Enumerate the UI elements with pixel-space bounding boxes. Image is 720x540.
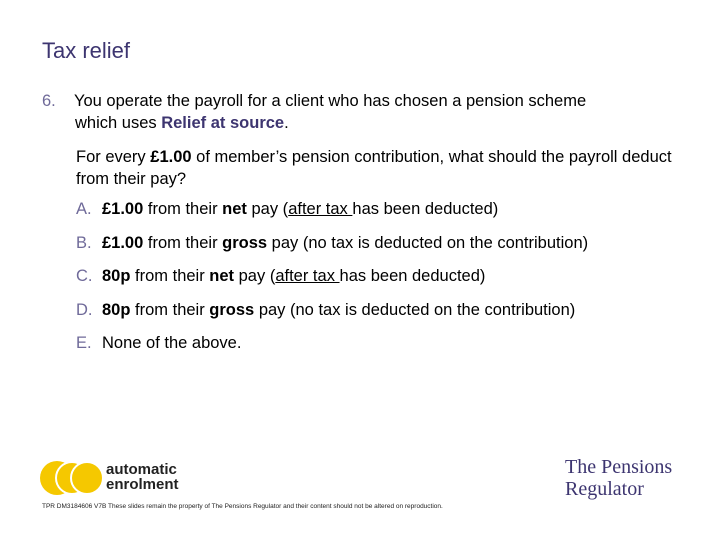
option-underlined: after tax	[275, 267, 340, 285]
option-text-pre: from their	[130, 267, 210, 285]
prompt-pre: For every	[76, 148, 151, 166]
option-amount: £1.00	[102, 200, 144, 218]
option-letter: D.	[76, 300, 93, 319]
ae-logo-line-2: enrolment	[106, 476, 179, 493]
option-text-pre: from their	[130, 300, 210, 319]
pensions-regulator-logo	[565, 456, 672, 500]
question-line-2-pre: which uses	[75, 114, 162, 132]
option-text-pre: None of the above.	[102, 334, 242, 352]
question-number: 6.	[42, 92, 56, 110]
option-letter: E.	[76, 334, 92, 352]
answer-option-d[interactable]	[76, 299, 706, 321]
option-text-post: has been deducted)	[352, 200, 499, 218]
question-line-2	[42, 112, 682, 134]
prompt-post: of member’s pension contribution, what should the payroll deduct from their pay?	[76, 148, 672, 188]
tpr-logo-line-1: The Pensions	[565, 456, 673, 478]
answer-option-c[interactable]	[76, 265, 706, 287]
ae-circles-icon	[40, 461, 104, 495]
option-amount: 80p	[102, 267, 131, 285]
option-letter: B.	[76, 233, 92, 252]
question-text	[42, 90, 682, 134]
relief-at-source-term: Relief at source	[161, 114, 285, 132]
tpr-logo-line-2: Regulator	[565, 478, 644, 500]
option-text-post: has been deducted)	[339, 267, 486, 285]
ae-logo-text	[106, 462, 179, 492]
slide-title: Tax relief	[42, 38, 131, 63]
option-underlined: after tax	[288, 200, 353, 218]
option-bold-word: gross	[209, 300, 255, 319]
option-text-pre: from their	[143, 233, 223, 252]
option-amount: £1.00	[102, 233, 144, 252]
question-line-1-text: You operate the payroll for a client who has chosen a pension scheme	[74, 92, 587, 110]
option-text-mid: pay (	[234, 267, 276, 285]
option-text-mid: pay (	[246, 200, 289, 218]
question-line-1	[42, 90, 682, 112]
option-amount: 80p	[102, 300, 131, 319]
question-line-2-post: .	[284, 114, 289, 132]
answer-options	[76, 198, 706, 366]
option-text-mid: pay (no tax is deducted on the contribution)	[254, 300, 576, 319]
ae-logo-line-1: automatic	[106, 461, 177, 478]
option-letter: A.	[76, 200, 92, 218]
answer-option-a[interactable]	[76, 198, 706, 220]
footer-disclaimer: TPR DM3184606 V7B These slides remain the property of The Pensions Regulator and their content should not be altered on reproduction.	[42, 503, 443, 510]
option-bold-word: net	[222, 200, 247, 218]
question-prompt	[76, 146, 676, 190]
prompt-amount: £1.00	[150, 148, 192, 166]
answer-option-e[interactable]	[76, 332, 706, 354]
option-bold-word: gross	[222, 233, 268, 252]
option-text-pre: from their	[143, 200, 223, 218]
option-text-mid: pay (no tax is deducted on the contribution)	[267, 233, 589, 252]
option-letter: C.	[76, 267, 93, 285]
automatic-enrolment-logo	[40, 459, 190, 499]
option-bold-word: net	[209, 267, 235, 285]
answer-option-b[interactable]	[76, 232, 706, 254]
